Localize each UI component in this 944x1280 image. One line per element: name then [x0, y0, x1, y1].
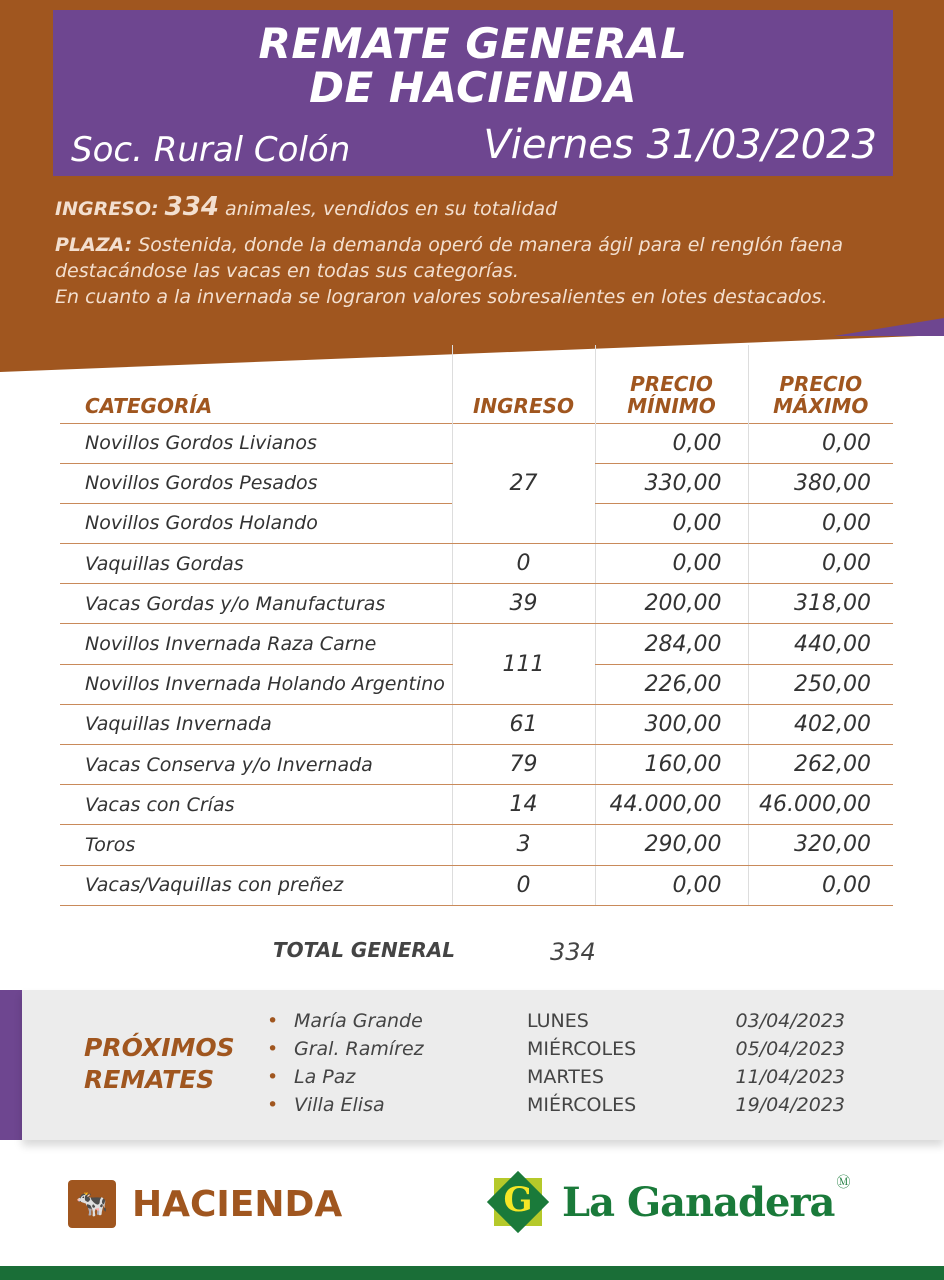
precio-maximo-cell: 46.000,00: [748, 785, 893, 825]
precio-maximo-cell: 262,00: [748, 745, 893, 785]
precio-minimo-cell: 44.000,00: [595, 785, 748, 825]
table-row: [60, 745, 893, 785]
plaza-text-2: En cuanto a la invernada se lograron valores sobresalientes en lotes destacados.: [55, 286, 828, 308]
brand-name: La Ganadera: [562, 1178, 835, 1226]
categoria-cell: Vacas/Vaquillas con preñez: [60, 865, 452, 905]
precio-minimo-cell: 0,00: [595, 503, 748, 543]
categoria-cell: Toros: [60, 825, 452, 865]
proximos-title: [84, 1032, 235, 1096]
categoria-cell: Vacas Gordas y/o Manufacturas: [60, 584, 452, 624]
table-row: [60, 584, 893, 624]
table-row: [60, 865, 893, 905]
remate-place: Gral. Ramírez: [294, 1038, 424, 1060]
header-ingreso: INGRESO: [452, 345, 595, 423]
categoria-cell: Vacas Conserva y/o Invernada: [60, 745, 452, 785]
summary: [55, 194, 925, 310]
remate-date: 05/04/2023: [735, 1038, 845, 1060]
table-row: [60, 423, 893, 463]
proximo-remate-item: [267, 1094, 867, 1122]
precio-minimo-cell: 0,00: [595, 865, 748, 905]
precio-maximo-cell: 0,00: [748, 423, 893, 463]
header-categoria: CATEGORÍA: [85, 393, 213, 418]
remate-day: MARTES: [527, 1066, 604, 1088]
remate-place: Villa Elisa: [294, 1094, 385, 1116]
header-text: MÍNIMO: [627, 393, 716, 418]
precio-maximo-cell: 380,00: [748, 463, 893, 503]
categoria-cell: Novillos Invernada Holando Argentino: [60, 664, 452, 704]
precio-minimo-cell: 0,00: [595, 544, 748, 584]
precio-maximo-cell: 0,00: [748, 544, 893, 584]
header-text: PRECIO: [630, 371, 713, 396]
proximo-remate-item: [267, 1010, 867, 1038]
precio-maximo-cell: 440,00: [748, 624, 893, 664]
title-line-1: REMATE GENERAL: [258, 19, 688, 68]
la-ganadera-logo: [488, 1172, 850, 1232]
header-text: MÁXIMO: [773, 393, 869, 418]
total-value: 334: [550, 938, 596, 966]
ingreso-cell: 39: [452, 584, 595, 624]
ingreso-cell: 0: [452, 865, 595, 905]
precio-minimo-cell: 290,00: [595, 825, 748, 865]
categoria-cell: Vaquillas Invernada: [60, 704, 452, 744]
ingreso-text: animales, vendidos en su totalidad: [224, 198, 558, 220]
remate-day: LUNES: [527, 1010, 589, 1032]
ingreso-label: INGRESO:: [55, 198, 159, 220]
categoria-cell: Novillos Gordos Livianos: [60, 423, 452, 463]
proximos-remates: [22, 990, 944, 1140]
table-row: [60, 785, 893, 825]
precio-minimo-cell: 160,00: [595, 745, 748, 785]
remate-place: María Grande: [294, 1010, 423, 1032]
title-box: [53, 10, 893, 176]
header-precio-minimo: [595, 345, 748, 423]
header-precio-maximo: [748, 345, 893, 423]
precio-maximo-cell: 250,00: [748, 664, 893, 704]
ingreso-cell: 0: [452, 544, 595, 584]
bullet-icon: •: [267, 1038, 279, 1060]
trademark-icon: Ⓜ: [836, 1175, 851, 1191]
header-text: PRECIO: [779, 371, 863, 396]
table-row: [60, 624, 893, 664]
cow-icon: 🐄: [68, 1180, 116, 1228]
remate-place: La Paz: [294, 1066, 356, 1088]
precio-minimo-cell: 300,00: [595, 704, 748, 744]
decorative-stripe: [0, 990, 22, 1140]
hacienda-logo: [68, 1180, 342, 1228]
title-text: PRÓXIMOS: [84, 1033, 235, 1062]
precio-minimo-cell: 226,00: [595, 664, 748, 704]
proximo-remate-item: [267, 1066, 867, 1094]
precio-minimo-cell: 0,00: [595, 423, 748, 463]
precio-maximo-cell: 402,00: [748, 704, 893, 744]
proximo-remate-item: [267, 1038, 867, 1066]
precio-maximo-cell: 320,00: [748, 825, 893, 865]
hacienda-label: HACIENDA: [132, 1183, 343, 1225]
ingreso-cell: 111: [452, 624, 595, 704]
bullet-icon: •: [267, 1010, 279, 1032]
remate-day: MIÉRCOLES: [527, 1038, 637, 1060]
table-row: [60, 825, 893, 865]
remate-date: 19/04/2023: [735, 1094, 845, 1116]
bullet-icon: •: [267, 1066, 279, 1088]
table-row: [60, 544, 893, 584]
ingreso-cell: 61: [452, 704, 595, 744]
precio-minimo-cell: 284,00: [595, 624, 748, 664]
precio-minimo-cell: 200,00: [595, 584, 748, 624]
remate-date: 03/04/2023: [735, 1010, 845, 1032]
categoria-cell: Vaquillas Gordas: [60, 544, 452, 584]
remate-date: 11/04/2023: [735, 1066, 845, 1088]
title-text: REMATES: [84, 1065, 215, 1094]
bullet-icon: •: [267, 1094, 279, 1116]
categoria-cell: Novillos Invernada Raza Carne: [60, 624, 452, 664]
ingreso-cell: 79: [452, 745, 595, 785]
auction-date: Viernes 31/03/2023: [483, 122, 877, 168]
plaza-label: PLAZA:: [55, 234, 133, 256]
remate-day: MIÉRCOLES: [527, 1094, 637, 1116]
ingreso-cell: 27: [452, 423, 595, 544]
precio-minimo-cell: 330,00: [595, 463, 748, 503]
footer-bar: [0, 1266, 944, 1280]
location: Soc. Rural Colón: [71, 130, 351, 170]
ingreso-value: 334: [164, 192, 219, 222]
table-row: [60, 704, 893, 744]
g-diamond-icon: [488, 1172, 548, 1232]
title-line-2: DE HACIENDA: [309, 63, 637, 112]
ingreso-cell: 14: [452, 785, 595, 825]
page-title: [53, 19, 893, 112]
categoria-cell: Novillos Gordos Pesados: [60, 463, 452, 503]
categoria-cell: Novillos Gordos Holando: [60, 503, 452, 543]
prices-table: [60, 345, 893, 906]
precio-maximo-cell: 0,00: [748, 865, 893, 905]
categoria-cell: Vacas con Crías: [60, 785, 452, 825]
plaza-text: Sostenida, donde la demanda operó de manera ágil para el renglón faena destacándose las vacas en todas sus categorías.: [55, 234, 844, 282]
ingreso-cell: 3: [452, 825, 595, 865]
precio-maximo-cell: 318,00: [748, 584, 893, 624]
precio-maximo-cell: 0,00: [748, 503, 893, 543]
total-label: TOTAL GENERAL: [273, 938, 456, 962]
logo-letter: G: [503, 1180, 533, 1220]
